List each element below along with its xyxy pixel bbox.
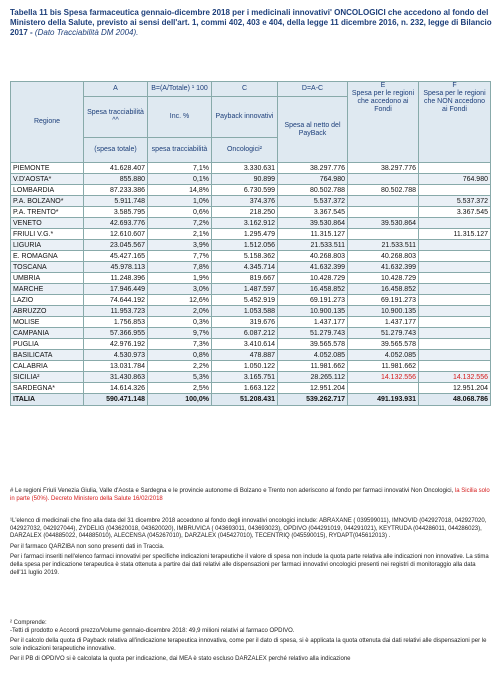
cell-c: 819.667	[212, 273, 278, 284]
cell-d: 39.565.578	[278, 339, 348, 350]
cell-a: 42.693.776	[84, 218, 148, 229]
cell-a: 42.976.192	[84, 339, 148, 350]
title-source: (Dato Tracciabilità DM 2004).	[34, 28, 139, 38]
cell-d: 11.981.662	[278, 361, 348, 372]
cell-r: FRIULI V.G.*	[11, 229, 84, 240]
cell-c: 1.050.122	[212, 361, 278, 372]
cell-f	[419, 361, 491, 372]
cell-c: 1.053.588	[212, 306, 278, 317]
cell-e: 21.533.511	[348, 240, 419, 251]
cell-f	[419, 339, 491, 350]
cell-e: 4.052.085	[348, 350, 419, 361]
header-a-sub: (spesa totale)	[84, 138, 148, 163]
cell-f: 5.537.372	[419, 196, 491, 207]
cell-d: 10.428.729	[278, 273, 348, 284]
table-row	[11, 306, 491, 317]
cell-d: 40.268.803	[278, 251, 348, 262]
header-b-sub: spesa tracciabilità	[148, 138, 212, 163]
cell-e: 41.632.399	[348, 262, 419, 273]
cell-r: LAZIO	[11, 295, 84, 306]
cell-a: 4.530.973	[84, 350, 148, 361]
cell-b: 5,3%	[148, 372, 212, 383]
cell-a: 3.585.795	[84, 207, 148, 218]
cell-c: 3.330.631	[212, 163, 278, 174]
cell-f	[419, 218, 491, 229]
total-f: 48.068.786	[419, 394, 491, 406]
cell-r: P.A. BOLZANO*	[11, 196, 84, 207]
cell-a: 45.978.113	[84, 262, 148, 273]
cell-c: 218.250	[212, 207, 278, 218]
cell-r: P.A. TRENTO*	[11, 207, 84, 218]
cell-d: 5.537.372	[278, 196, 348, 207]
cell-b: 3,9%	[148, 240, 212, 251]
cell-b: 1,9%	[148, 273, 212, 284]
cell-d: 21.533.511	[278, 240, 348, 251]
header-a-desc: Spesa tracciabilità ^^	[84, 97, 148, 138]
table-row	[11, 262, 491, 273]
header-c: C	[212, 82, 278, 97]
cell-f	[419, 273, 491, 284]
cell-e: 39.530.864	[348, 218, 419, 229]
header-b: B=(A/Totale) ¹ 100	[148, 82, 212, 97]
cell-d: 764.980	[278, 174, 348, 185]
cell-c: 3.162.912	[212, 218, 278, 229]
cell-e: 39.565.578	[348, 339, 419, 350]
cell-d: 38.297.776	[278, 163, 348, 174]
cell-c: 5.452.919	[212, 295, 278, 306]
cell-c: 1.512.056	[212, 240, 278, 251]
cell-r: BASILICATA	[11, 350, 84, 361]
cell-d: 3.367.545	[278, 207, 348, 218]
cell-a: 41.628.407	[84, 163, 148, 174]
cell-e	[348, 196, 419, 207]
note-medicines-list: ¹L'elenco di medicinali che fino alla data del 31 dicembre 2018 accedono al fondo degli innovativi oncologici include: ABRAXANE ( 039599011), IMNOVID (042927018, 042927020, 042927032, 042927044), ZYDELIG (043620018, 043620020), IMBRUVICA ( 043693011, 043693023), OPDIVO (044291019, 044291021), KEYTRUDA (044286011, 044286023), DARZALEX (044885022, 044885010), ALECENSA (045267010), DARZALEX (045427010), TECENTRIQ (045590015), RYDAPT(045612013) .	[10, 518, 487, 540]
cell-c: 319.676	[212, 317, 278, 328]
header-regione: Regione	[11, 82, 84, 163]
cell-b: 12,6%	[148, 295, 212, 306]
cell-e: 10.428.729	[348, 273, 419, 284]
cell-a: 12.610.607	[84, 229, 148, 240]
cell-e	[348, 207, 419, 218]
header-c-sub: Oncologici²	[212, 138, 278, 163]
cell-c: 1.663.122	[212, 383, 278, 394]
note-payback-head: ² Comprende:	[10, 620, 47, 626]
cell-a: 11.953.723	[84, 306, 148, 317]
cell-b: 0,8%	[148, 350, 212, 361]
cell-f	[419, 350, 491, 361]
cell-a: 87.233.386	[84, 185, 148, 196]
note-payback-quota: Per il calcolo della quota di Payback relativa all'indicazione terapeutica innovativa, come per il dato di spesa, si è applicata la quota ottenuta dai dati relativi alle dispensazioni per le sole indicazioni terapeutiche innovative.	[10, 638, 487, 652]
cell-b: 0,6%	[148, 207, 212, 218]
table-row	[11, 218, 491, 229]
cell-d: 39.530.864	[278, 218, 348, 229]
header-f	[419, 82, 491, 163]
cell-b: 2,0%	[148, 306, 212, 317]
cell-d: 69.191.273	[278, 295, 348, 306]
table-row	[11, 339, 491, 350]
table-row	[11, 350, 491, 361]
cell-r: CALABRIA	[11, 361, 84, 372]
table-row	[11, 229, 491, 240]
note-regions-text: # Le regioni Friuli Venezia Giulia, Valle d'Aosta e Sardegna e le provincie autonome di Bolzano e Trento non aderiscono al fondo per farmaci innovativi Non Oncologici,	[10, 488, 454, 494]
title-main: Tabella 11 bis Spesa farmaceutica gennaio-dicembre 2018 per i medicinali innovativi' ONCOLOGICI che accedono al fondo del Ministero della Salute, previsto ai sensi dell'art. 1, commi 402, 403 e 404, della legge 11 dicembre 2016, n. 232, legge di Bilancio 2017 -	[10, 8, 492, 38]
cell-f: 11.315.127	[419, 229, 491, 240]
table-row	[11, 372, 491, 383]
header-d: D=A-C	[278, 82, 348, 97]
note-regions	[10, 488, 492, 506]
cell-e: 14.132.556	[348, 372, 419, 383]
cell-c: 3.165.751	[212, 372, 278, 383]
table-row	[11, 284, 491, 295]
cell-e	[348, 383, 419, 394]
header-row-letters	[11, 82, 491, 97]
table-row	[11, 185, 491, 196]
cell-f: 3.367.545	[419, 207, 491, 218]
note-payback	[10, 620, 492, 667]
cell-a: 74.644.192	[84, 295, 148, 306]
table-row	[11, 174, 491, 185]
cell-e	[348, 174, 419, 185]
note-payback-tetti: -Tetti di prodotto e Accordi prezzo/Volume gennaio-dicembre 2018: 49,9 milioni relativi al farmaco OPDIVO.	[10, 627, 295, 634]
header-a: A	[84, 82, 148, 97]
cell-f: 14.132.556	[419, 372, 491, 383]
cell-c: 1.487.597	[212, 284, 278, 295]
cell-r: LIGURIA	[11, 240, 84, 251]
cell-b: 7,8%	[148, 262, 212, 273]
cell-e: 16.458.852	[348, 284, 419, 295]
cell-e: 11.981.662	[348, 361, 419, 372]
cell-c: 374.376	[212, 196, 278, 207]
table-row	[11, 240, 491, 251]
cell-r: ABRUZZO	[11, 306, 84, 317]
cell-r: MOLISE	[11, 317, 84, 328]
cell-b: 2,2%	[148, 361, 212, 372]
cell-a: 45.427.165	[84, 251, 148, 262]
cell-d: 16.458.852	[278, 284, 348, 295]
cell-b: 0,3%	[148, 317, 212, 328]
cell-c: 6.730.599	[212, 185, 278, 196]
total-c: 51.208.431	[212, 394, 278, 406]
cell-a: 855.880	[84, 174, 148, 185]
table-row	[11, 317, 491, 328]
cell-f: 12.951.204	[419, 383, 491, 394]
cell-r: PIEMONTE	[11, 163, 84, 174]
cell-f	[419, 251, 491, 262]
cell-c: 3.410.614	[212, 339, 278, 350]
cell-a: 14.614.326	[84, 383, 148, 394]
cell-f	[419, 262, 491, 273]
table-row	[11, 295, 491, 306]
note-regions-sicilia: la Sicilia solo in parte (50%). Decreto Ministero della Salute 16/02/2018	[10, 488, 490, 502]
note-qarziba: Per il farmaco QARZIBA non sono presenti dati in Traccia.	[10, 543, 165, 550]
cell-d: 28.265.112	[278, 372, 348, 383]
cell-d: 41.632.399	[278, 262, 348, 273]
header-e	[348, 82, 419, 163]
cell-b: 7,2%	[148, 218, 212, 229]
cell-r: CAMPANIA	[11, 328, 84, 339]
cell-c: 4.345.714	[212, 262, 278, 273]
table-row	[11, 328, 491, 339]
cell-r: V.D'AOSTA*	[11, 174, 84, 185]
note-indications: Per i farmaci inseriti nell'elenco farmaci innovativi per specifiche indicazioni terapeutiche il valore di spesa non include la quota parte relativa alle indicazioni non innovative. La stima della spesa per indicazione terapeutica è stata ottenuta a partire dai dati relativi alle dispensazioni per farmaci innovativi oncologici presenti nei registri di monitoraggio alla data dell'11 luglio 2019.	[10, 554, 489, 576]
cell-b: 9,7%	[148, 328, 212, 339]
cell-a: 31.430.863	[84, 372, 148, 383]
cell-r: SICILIA²	[11, 372, 84, 383]
cell-r: MARCHE	[11, 284, 84, 295]
cell-f	[419, 295, 491, 306]
table-row	[11, 196, 491, 207]
cell-a: 1.756.853	[84, 317, 148, 328]
total-e: 491.193.931	[348, 394, 419, 406]
header-b-desc: Inc. %	[148, 97, 212, 138]
cell-a: 5.911.748	[84, 196, 148, 207]
total-d: 539.262.717	[278, 394, 348, 406]
table-row	[11, 361, 491, 372]
header-e-letter: E	[380, 82, 386, 89]
cell-e: 10.900.135	[348, 306, 419, 317]
cell-e	[348, 229, 419, 240]
note-payback-opdivo: Per il PB di OPDIVO si è calcolata la quota per indicazione, dai MEA è stato escluso DARZALEX perché relativo alla indicazione	[10, 656, 351, 663]
cell-b: 3,0%	[148, 284, 212, 295]
cell-f	[419, 317, 491, 328]
cell-e: 51.279.743	[348, 328, 419, 339]
cell-f: 764.980	[419, 174, 491, 185]
cell-f	[419, 328, 491, 339]
cell-f	[419, 163, 491, 174]
cell-e: 80.502.788	[348, 185, 419, 196]
table-row	[11, 207, 491, 218]
cell-d: 51.279.743	[278, 328, 348, 339]
cell-b: 14,8%	[148, 185, 212, 196]
cell-e: 69.191.273	[348, 295, 419, 306]
table-row	[11, 163, 491, 174]
cell-r: VENETO	[11, 218, 84, 229]
cell-r: UMBRIA	[11, 273, 84, 284]
cell-b: 2,5%	[148, 383, 212, 394]
note-medicines	[10, 518, 492, 580]
cell-d: 80.502.788	[278, 185, 348, 196]
table-row	[11, 273, 491, 284]
cell-f	[419, 240, 491, 251]
total-b: 100,0%	[148, 394, 212, 406]
cell-e: 40.268.803	[348, 251, 419, 262]
table-row	[11, 383, 491, 394]
cell-f	[419, 185, 491, 196]
cell-a: 23.045.567	[84, 240, 148, 251]
cell-c: 5.158.362	[212, 251, 278, 262]
header-f-desc: Spesa per le regioni che NON accedono ai Fondi	[423, 90, 486, 113]
table-title	[10, 8, 492, 39]
cell-a: 11.248.396	[84, 273, 148, 284]
cell-c: 1.295.479	[212, 229, 278, 240]
cell-e: 38.297.776	[348, 163, 419, 174]
header-d-desc: Spesa al netto del PayBack	[278, 97, 348, 163]
cell-r: TOSCANA	[11, 262, 84, 273]
cell-b: 7,1%	[148, 163, 212, 174]
header-e-desc: Spesa per le regioni che accedono ai Fondi	[351, 90, 415, 113]
cell-b: 1,0%	[148, 196, 212, 207]
cell-b: 7,3%	[148, 339, 212, 350]
cell-b: 7,7%	[148, 251, 212, 262]
total-row	[11, 394, 491, 406]
total-a: 590.471.148	[84, 394, 148, 406]
cell-d: 12.951.204	[278, 383, 348, 394]
cell-e: 1.437.177	[348, 317, 419, 328]
cell-d: 11.315.127	[278, 229, 348, 240]
cell-r: PUGLIA	[11, 339, 84, 350]
cell-b: 2,1%	[148, 229, 212, 240]
cell-r: E. ROMAGNA	[11, 251, 84, 262]
table-body	[11, 163, 491, 406]
header-c-desc: Payback innovativi	[212, 97, 278, 138]
cell-a: 13.031.784	[84, 361, 148, 372]
cell-c: 478.887	[212, 350, 278, 361]
cell-f	[419, 306, 491, 317]
total-r: ITALIA	[11, 394, 84, 406]
spending-table	[10, 81, 491, 406]
cell-a: 57.366.955	[84, 328, 148, 339]
cell-a: 17.946.449	[84, 284, 148, 295]
cell-c: 90.899	[212, 174, 278, 185]
cell-d: 1.437.177	[278, 317, 348, 328]
table-row	[11, 251, 491, 262]
cell-r: LOMBARDIA	[11, 185, 84, 196]
cell-f	[419, 284, 491, 295]
cell-d: 10.900.135	[278, 306, 348, 317]
cell-b: 0,1%	[148, 174, 212, 185]
cell-d: 4.052.085	[278, 350, 348, 361]
cell-r: SARDEGNA*	[11, 383, 84, 394]
header-f-letter: F	[452, 82, 457, 89]
cell-c: 6.087.212	[212, 328, 278, 339]
